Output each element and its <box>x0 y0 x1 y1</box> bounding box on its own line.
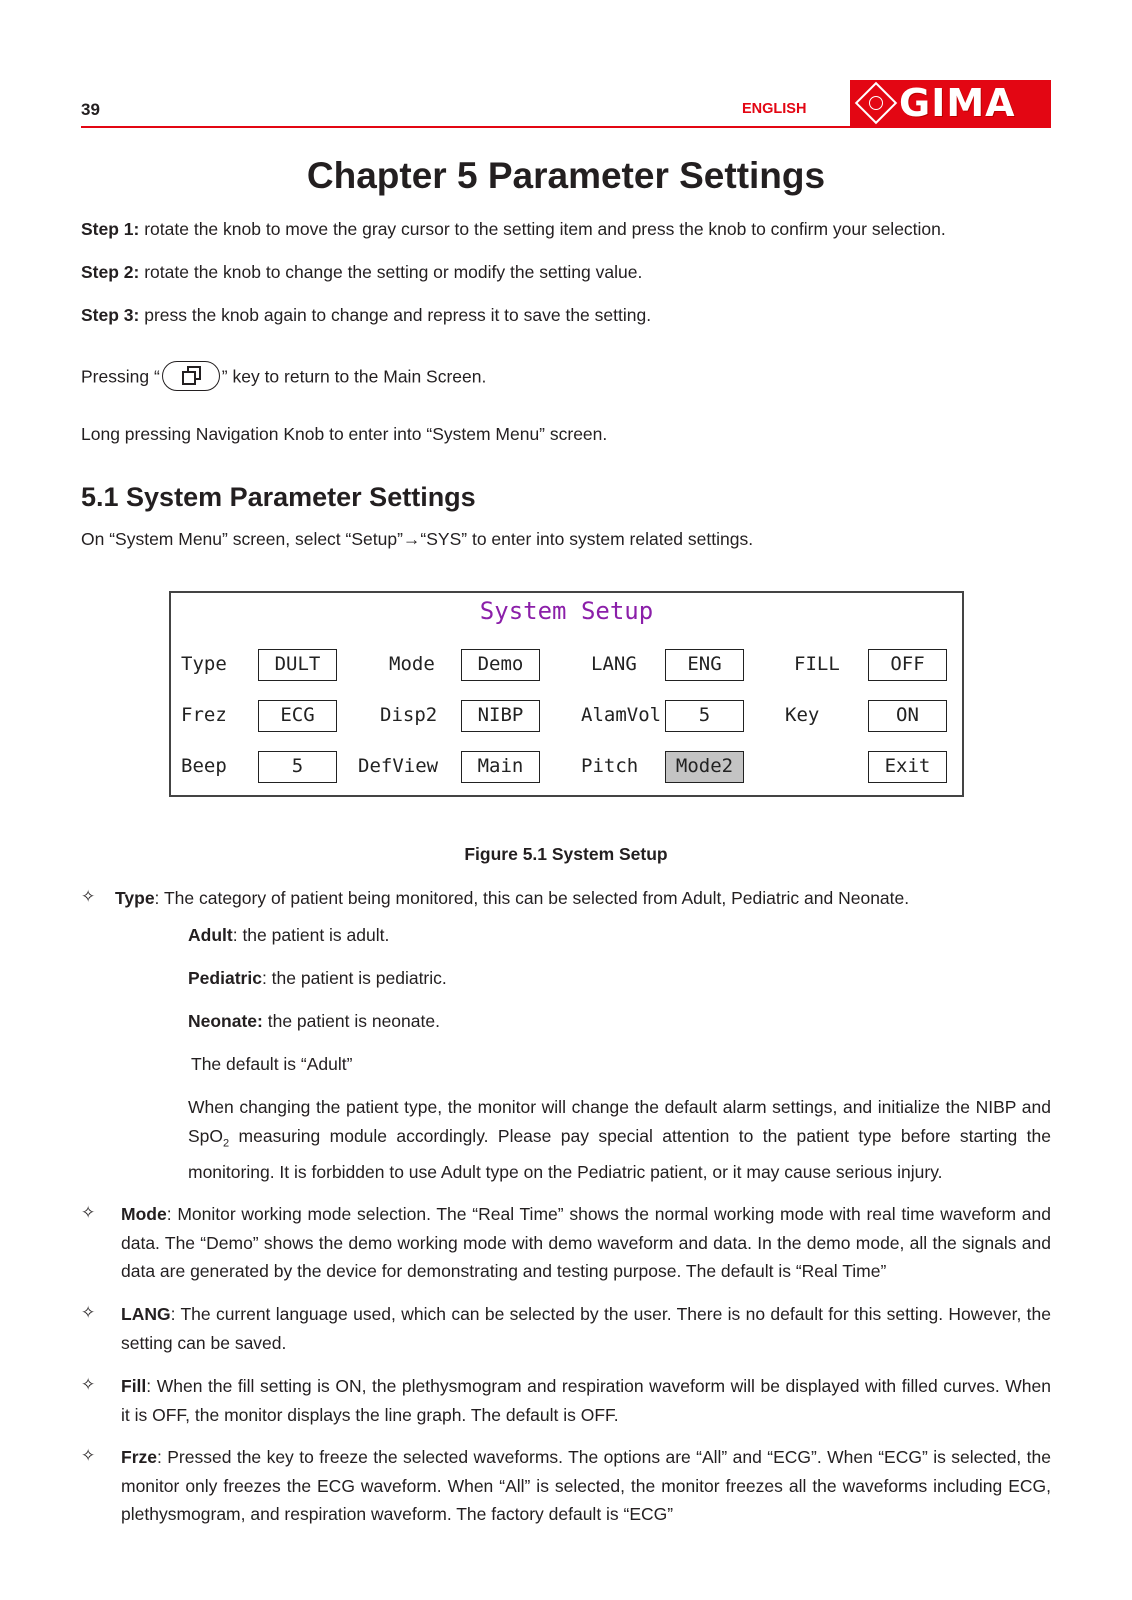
subscript: 2 <box>223 1137 230 1149</box>
lang-description <box>121 1300 1051 1357</box>
term: Mode <box>121 1204 167 1224</box>
description-text: : When the fill setting is ON, the plethysmogram and respiration waveform will be displayed with filled curves. When it is OFF, the monitor displays the line graph. The default is OFF. <box>121 1376 1051 1425</box>
description-text: : Pressed the key to freeze the selected waveforms. The options are “All” and “ECG”. When “ECG” is selected, the monitor only freezes the ECG waveform. When “All” is selected, the monitor freezes all the waveforms including ECG, plethysmogram, and respiration waveform. The factory default is “ECG” <box>121 1447 1051 1524</box>
section-intro: On “System Menu” screen, select “Setup”→“SYS” to enter into system related settings. <box>81 529 754 549</box>
step-label: Step 2: <box>81 262 140 282</box>
bullet-icon: ✧ <box>81 1303 96 1322</box>
setting-value-beep[interactable]: 5 <box>258 751 337 783</box>
note-text: When changing the patient type, the monitor will change the default alarm settings, and initialize the NIBP and SpO <box>188 1097 1051 1146</box>
description-text: : The category of patient being monitored, this can be selected from Adult, Pediatric and Neonate. <box>154 888 910 908</box>
setting-value-defview[interactable]: Main <box>461 751 540 783</box>
type-neonate <box>188 1007 440 1036</box>
step-label: Step 1: <box>81 219 140 239</box>
pressing-text-before: Pressing “ <box>81 366 160 387</box>
setting-label-defview: DefView <box>358 755 439 777</box>
setting-label-disp2: Disp2 <box>380 704 438 726</box>
step-1 <box>81 219 946 240</box>
setting-value-mode[interactable]: Demo <box>461 649 540 681</box>
setting-label-mode: Mode <box>389 653 435 675</box>
step-2 <box>81 262 642 283</box>
pressing-key-note <box>81 363 486 393</box>
setting-label-fill: FILL <box>794 653 840 675</box>
setting-value-alamvol[interactable]: 5 <box>665 700 744 732</box>
type-description <box>115 884 909 913</box>
description-text: : The current language used, which can be selected by the user. There is no default for this setting. However, the setting can be saved. <box>121 1304 1051 1353</box>
setting-label-type: Type <box>181 653 227 675</box>
exit-button[interactable]: Exit <box>868 751 947 783</box>
setting-label-frez: Frez <box>181 704 227 726</box>
header-rule <box>81 126 1051 128</box>
chapter-title: Chapter 5 Parameter Settings <box>306 155 826 196</box>
setting-label-key: Key <box>785 704 820 726</box>
frze-description <box>121 1443 1051 1529</box>
term: LANG <box>121 1304 171 1324</box>
section-title: 5.1 System Parameter Settings <box>81 482 476 512</box>
setting-value-lang[interactable]: ENG <box>665 649 744 681</box>
gima-logo <box>850 80 1051 126</box>
gima-logo-mark-icon <box>855 82 897 124</box>
term: Pediatric <box>188 968 262 988</box>
setting-value-pitch[interactable]: Mode2 <box>665 751 744 783</box>
setting-label-lang: LANG <box>591 653 637 675</box>
setting-value-type[interactable]: DULT <box>258 649 337 681</box>
bullet-icon: ✧ <box>81 887 96 906</box>
main-screen-key-icon <box>162 361 220 391</box>
type-pediatric <box>188 964 447 993</box>
type-adult <box>188 921 389 950</box>
long-pressing-note: Long pressing Navigation Knob to enter into “System Menu” screen. <box>81 424 608 444</box>
page-number: 39 <box>81 100 100 119</box>
setting-value-fill[interactable]: OFF <box>868 649 947 681</box>
setting-label-beep: Beep <box>181 755 227 777</box>
setting-label-pitch: Pitch <box>581 755 639 777</box>
figure-caption: Figure 5.1 System Setup <box>464 844 668 864</box>
bullet-icon: ✧ <box>81 1446 96 1465</box>
language-label: ENGLISH <box>742 101 807 117</box>
term: Frze <box>121 1447 157 1467</box>
term: Adult <box>188 925 233 945</box>
gima-logo-text: GIMA <box>899 81 1016 125</box>
term: Neonate: <box>188 1011 263 1031</box>
description-text: : the patient is pediatric. <box>261 968 447 988</box>
step-text: rotate the knob to move the gray cursor to the setting item and press the knob to confirm your selection. <box>139 219 946 239</box>
description-text: : the patient is adult. <box>232 925 390 945</box>
system-setup-figure <box>169 591 964 797</box>
setting-value-disp2[interactable]: NIBP <box>461 700 540 732</box>
pressing-text-after: ” key to return to the Main Screen. <box>221 366 487 387</box>
step-text: press the knob again to change and repress it to save the setting. <box>139 305 652 325</box>
note-text: measuring module accordingly. Please pay special attention to the patient type before starting the monitoring. It is forbidden to use Adult type on the Pediatric patient, or it may cause serious injury. <box>188 1125 1051 1182</box>
bullet-icon: ✧ <box>81 1203 96 1222</box>
setting-value-frez[interactable]: ECG <box>258 700 337 732</box>
term: Fill <box>121 1376 147 1396</box>
description-text: the patient is neonate. <box>262 1011 440 1031</box>
step-3 <box>81 305 651 326</box>
fill-description <box>121 1372 1051 1429</box>
system-setup-title: System Setup <box>479 597 654 625</box>
step-text: rotate the knob to change the setting or modify the setting value. <box>139 262 643 282</box>
type-default: The default is “Adult” <box>191 1054 353 1074</box>
bullet-icon: ✧ <box>81 1375 96 1394</box>
mode-description <box>121 1200 1051 1286</box>
step-label: Step 3: <box>81 305 140 325</box>
setting-value-key[interactable]: ON <box>868 700 947 732</box>
description-text: : Monitor working mode selection. The “Real Time” shows the normal working mode with real time waveform and data. The “Demo” shows the demo working mode with demo waveform and data. In the demo mode, all the signals and data are generated by the device for demonstrating and testing purpose. The default is “Real Time” <box>121 1204 1051 1281</box>
type-note <box>188 1093 1051 1186</box>
setting-label-alamvol: AlamVol <box>581 704 662 726</box>
term: Type <box>115 888 155 908</box>
